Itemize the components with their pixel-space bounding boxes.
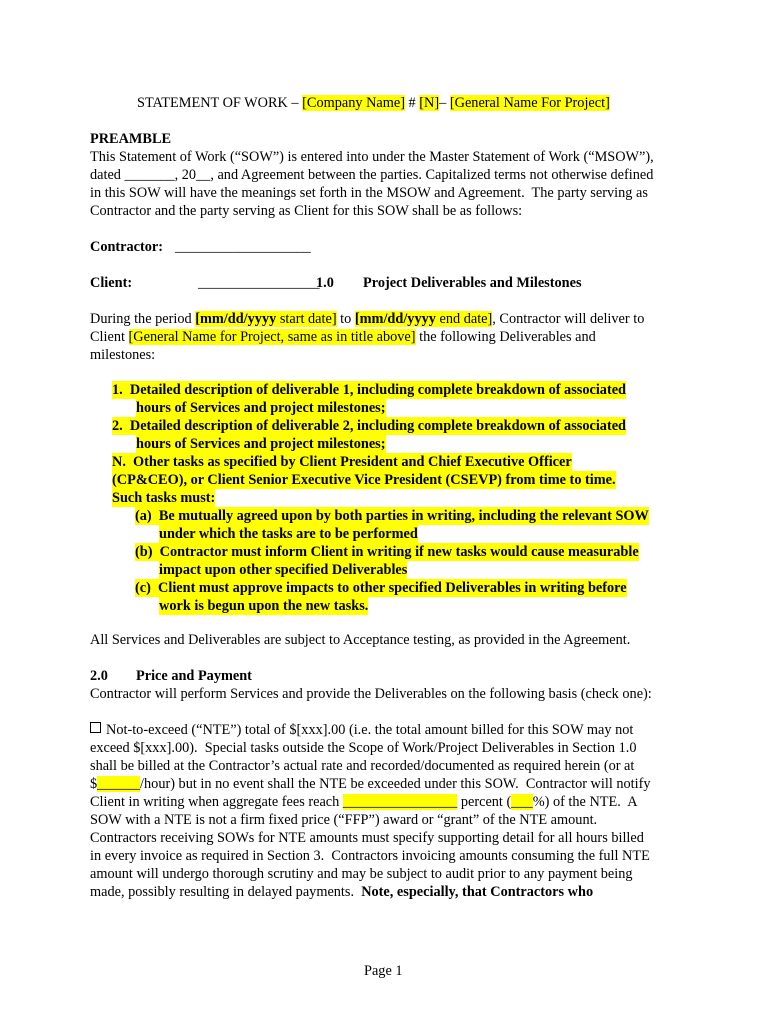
period-line-3: milestones: <box>90 347 156 363</box>
hourly-rate-blank: ______ <box>97 776 141 792</box>
deliverable-n-line-2: (CP&CEO), or Client Senior Executive Vice President (CSEVP) from time to time. <box>112 472 616 488</box>
task-a-line-2: under which the tasks are to be performed <box>159 526 418 542</box>
preamble-line-4: Contractor and the party serving as Client for this SOW shall be as follows: <box>90 203 523 219</box>
nte-line-4: $______/hour) but in no event shall the NTE be exceeded under this SOW. Contractor will notify <box>90 776 651 792</box>
period-line-2: Client [General Name for Project, same as in title above] the following Deliverables and <box>90 329 596 345</box>
section-2-number: 2.0 <box>90 668 108 684</box>
deliverable-n-line-1: N. Other tasks as specified by Client President and Chief Executive Officer <box>112 454 572 470</box>
company-name-placeholder: [Company Name] <box>302 95 405 111</box>
deliverable-1-line-1: 1. Detailed description of deliverable 1, including complete breakdown of associated <box>112 382 627 398</box>
contractor-blank: ___________________ <box>175 239 311 255</box>
deliverable-1-line-2: hours of Services and project milestones; <box>136 400 386 416</box>
page-number: Page 1 <box>364 963 403 979</box>
nte-line-3: shall be billed at the Contractor’s actual rate and recorded/documented as required herein (or at <box>90 758 635 774</box>
preamble-line-1: This Statement of Work (“SOW”) is entered into under the Master Statement of Work (“MSOW”), <box>90 149 654 165</box>
nte-note-bold: Note, especially, that Contractors who <box>361 884 594 900</box>
section-2-title: Price and Payment <box>136 668 252 684</box>
start-date-placeholder: [mm/dd/yyyy start date] <box>195 311 337 327</box>
section-2-intro: Contractor will perform Services and provide the Deliverables on the following basis (check one): <box>90 686 652 702</box>
nte-line-1: Not-to-exceed (“NTE”) total of $[xxx].00 (i.e. the total amount billed for this SOW may not <box>90 721 633 739</box>
task-b-line-2: impact upon other specified Deliverables <box>159 562 408 578</box>
deliverable-n-line-3: Such tasks must: <box>112 490 216 506</box>
aggregate-fee-blank: ________________ <box>342 794 458 810</box>
client-label: Client: <box>90 275 133 291</box>
sow-number-placeholder: [N] <box>419 95 440 111</box>
contractor-label: Contractor: <box>90 239 164 255</box>
section-1-number: 1.0 <box>316 275 334 291</box>
task-c-line-2: work is begun upon the new tasks. <box>159 598 369 614</box>
nte-line-2: exceed $[xxx].00). Special tasks outside the Scope of Work/Project Deliverables in Section 1.0 <box>90 740 637 756</box>
preamble-line-3: in this SOW will have the meanings set forth in the MSOW and Agreement. The party serving as <box>90 185 648 201</box>
task-c-line-1: (c) Client must approve impacts to other specified Deliverables in writing before <box>135 580 627 596</box>
task-b-line-1: (b) Contractor must inform Client in writing if new tasks would cause measurable <box>135 544 639 560</box>
nte-checkbox[interactable] <box>90 722 101 733</box>
preamble-heading: PREAMBLE <box>90 131 172 147</box>
section-1-title: Project Deliverables and Milestones <box>363 275 582 291</box>
deliverable-2-line-1: 2. Detailed description of deliverable 2, including complete breakdown of associated <box>112 418 627 434</box>
end-date-placeholder: [mm/dd/yyyy end date] <box>354 311 493 327</box>
task-a-line-1: (a) Be mutually agreed upon by both parties in writing, including the relevant SOW <box>135 508 649 524</box>
deliverable-2-line-2: hours of Services and project milestones; <box>136 436 386 452</box>
nte-line-5: Client in writing when aggregate fees reach ________________ percent (___%) of the NTE. A <box>90 794 638 810</box>
percent-blank: ___ <box>511 794 533 810</box>
client-blank: _________________ <box>198 275 320 291</box>
nte-line-6: SOW with a NTE is not a firm fixed price (“FFP”) award or “grant” of the NTE amount. <box>90 812 598 828</box>
acceptance-statement: All Services and Deliverables are subject to Acceptance testing, as provided in the Agreement. <box>90 632 631 648</box>
document-title: STATEMENT OF WORK – [Company Name] # [N]– [General Name For Project] <box>137 95 610 111</box>
nte-line-10: made, possibly resulting in delayed payments. Note, especially, that Contractors who <box>90 884 594 900</box>
period-line-1: During the period [mm/dd/yyyy start date] to [mm/dd/yyyy end date], Contractor will deliver to <box>90 311 645 327</box>
nte-line-7: Contractors receiving SOWs for NTE amounts must specify supporting detail for all hours billed <box>90 830 644 846</box>
project-reference-placeholder: [General Name for Project, same as in title above] <box>128 329 416 345</box>
preamble-line-2: dated _______, 20__, and Agreement between the parties. Capitalized terms not otherwise defined <box>90 167 654 183</box>
nte-line-8: in every invoice as required in Section 3. Contractors invoicing amounts consuming the full NTE <box>90 848 650 864</box>
project-name-placeholder: [General Name For Project] <box>449 95 610 111</box>
nte-line-9: amount will undergo thorough scrutiny and may be subject to audit prior to any payment being <box>90 866 633 882</box>
